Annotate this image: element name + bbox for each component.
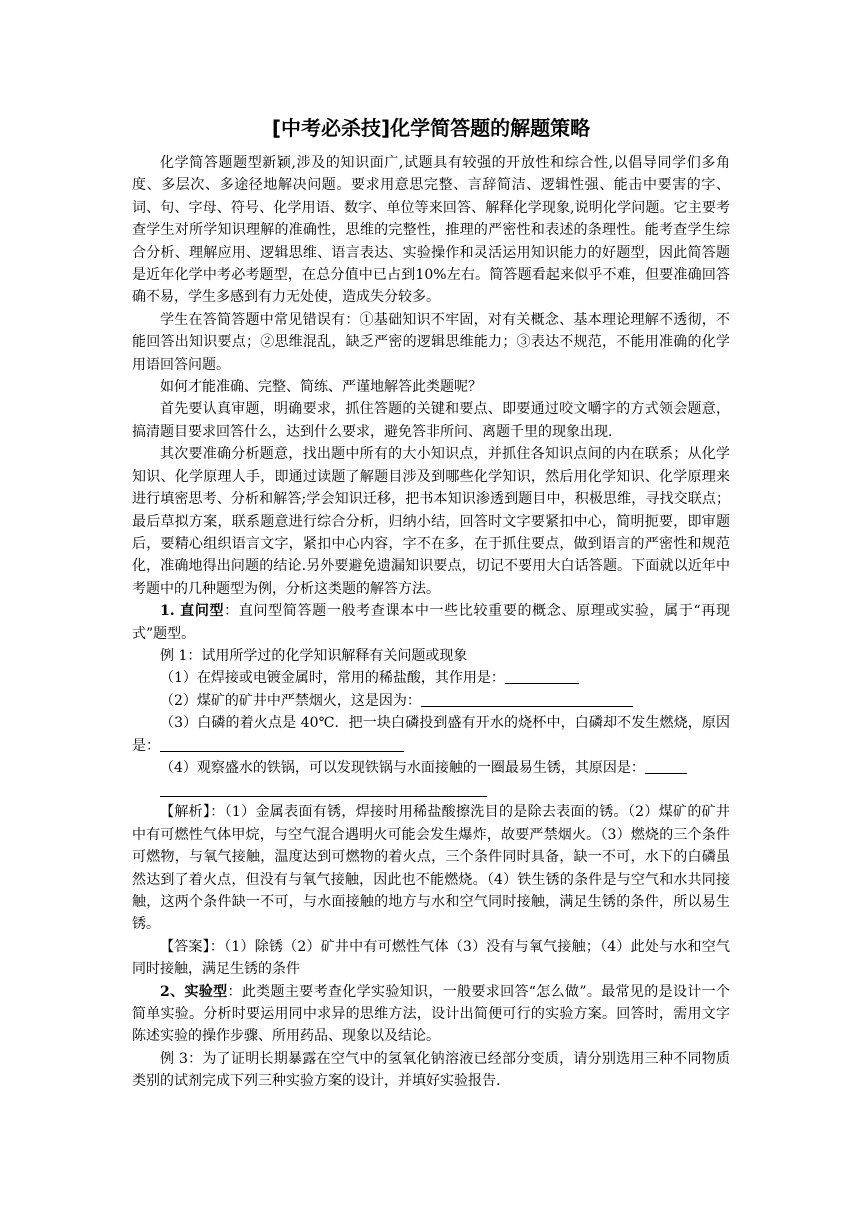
section-direct-question xyxy=(132,600,730,645)
section-experiment xyxy=(132,981,730,1048)
analysis-paragraph: 【解析】：（1）金属表面有锈，焊接时用稀盐酸擦洗目的是除去表面的锈。（2）煤矿的矿井中有可燃性气体甲烷，与空气混合遇明火可能会发生爆炸，故要严禁烟火。（3）燃烧的三个条件可燃物，与氧气接触，温度达到可燃物的着火点，三个条件同时具备，缺一不可，水下的白磷虽然达到了着火点，但没有与氧气接触，因此也不能燃烧。（4）铁生锈的条件是与空气和水共同接触，这两个条件缺一不可，与水面接触的地方与水和空气同时接触，满足生锈的条件，所以易生锈。 xyxy=(132,804,730,933)
example-1-heading: 例 1：试用所学过的化学知识解释有关问题或现象 xyxy=(160,647,468,664)
question-text: （3）白磷的着火点是 40℃．把一块白磷投到盛有开水的烧杯中，白磷却不发生燃烧，原因是： xyxy=(132,715,730,754)
answer-paragraph: 【答案】：（1）除锈（2）矿井中有可燃性气体（3）没有与氧气接触；（4）此处与水和空气同时接触，满足生锈的条件 xyxy=(132,938,730,978)
question-2 xyxy=(132,690,730,712)
question-text: （4）观察盛水的铁锅，可以发现铁锅与水面接触的一圈最易生锈，其原因是： xyxy=(160,759,645,776)
question-3 xyxy=(132,712,730,757)
common-errors-paragraph: 学生在答简答题中常见错误有：①基础知识不牢固，对有关概念、基本理论理解不透彻，不能回答出知识要点；②思维混乱，缺乏严密的逻辑思维能力；③表达不规范，不能用准确的化学用语回答问题。 xyxy=(132,311,730,373)
example-3-paragraph: 例 3：为了证明长期暴露在空气中的氢氧化钠溶液已经部分变质，请分别选用三种不同物质类别的试剂完成下列三种实验方案的设计，并填好实验报告. xyxy=(132,1050,730,1090)
question-text: （1）在焊接或电镀金属时，常用的稀盐酸，其作用是： xyxy=(160,670,505,687)
step-two-paragraph: 其次要准确分析题意，找出题中所有的大小知识点，并抓住各知识点间的内在联系；从化学知识、化学原理人手，即通过读题了解题目涉及到哪些化学知识，然后用化学知识、化学原理来进行填密思考、分析和解答;学会知识迁移，把书本知识渗透到题目中，积极思维，寻找交联点；最后草拟方案，联系题意进行综合分析，归纳小结，回答时文字要紧扣中心，简明扼要，即审题后，要精心组织语言文字，紧扣中心内容，字不在多，在于抓住要点，做到语言的严密性和规范化，准确地得出问题的结论.另外要避免遗漏知识要点，切记不要用大白话答题。下面就以近年中考题中的几种题型为例，分析这类题的解答方法。 xyxy=(132,446,730,597)
answer-line xyxy=(160,779,487,797)
intro-paragraph: 化学简答题题型新颖,涉及的知识面广,试题具有较强的开放性和综合性,以倡导同学们多角度、多层次、多途径地解决问题。要求用意思完整、言辞简洁、逻辑性强、能击中要害的字、词、句、字母、符号、化学用语、数字、单位等来回答、解释化学现象,说明化学问题。它主要考查学生对所学知识理解的准确性，思维的完整性，推理的严密性和表述的条理性。能考查学生综合分析、理解应用、逻辑思维、语言表达、实验操作和灵活运用知识能力的好题型，因此简答题是近年化学中考必考题型，在总分值中已占到10%左右。简答题看起来似乎不难，但要准确回答确不易，学生多感到有力无处使，造成失分较多。 xyxy=(132,155,730,306)
answer-blank xyxy=(645,759,687,774)
question-text: （2）煤矿的矿井中严禁烟火，这是因为： xyxy=(160,692,421,709)
question-4 xyxy=(132,757,730,779)
answer-blank xyxy=(505,669,579,684)
question-1 xyxy=(132,667,730,689)
question-paragraph: 如何才能准确、完整、简练、严谨地解答此类题呢？ xyxy=(160,379,482,396)
section-body: ：直问型简答题一般考查课本中一些比较重要的概念、原理或实验，属于“再现式”题型。 xyxy=(132,603,731,642)
section-body: ：此类题主要考查化学实验知识，一般要求回答“怎么做”。最常见的是设计一个简单实验。分析时要运用同中求异的思维方法，设计出简便可行的实验方案。回答时，需用文字陈述实验的操作步骤、所用药品、现象以及结论。 xyxy=(132,983,730,1045)
document-page xyxy=(132,112,730,1093)
answer-blank xyxy=(421,692,633,707)
section-heading: 1. 直问型 xyxy=(160,603,225,620)
section-heading: 2、实验型 xyxy=(160,983,228,1000)
answer-blank xyxy=(160,737,404,752)
step-one-paragraph: 首先要认真审题，明确要求，抓住答题的关键和要点、即要通过咬文嚼字的方式领会题意，搞清题目要求回答什么，达到什么要求，避免答非所问、离题千里的现象出现. xyxy=(132,401,730,440)
document-title: [中考必杀技]化学简答题的解题策略 xyxy=(271,116,591,140)
